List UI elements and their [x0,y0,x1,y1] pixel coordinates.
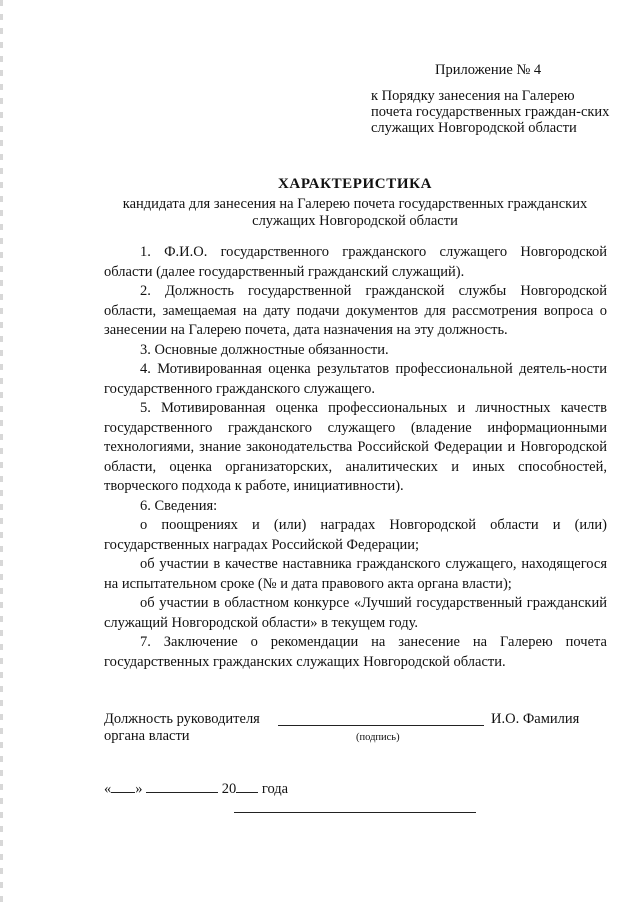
month-blank [146,780,218,793]
item-1: 1. Ф.И.О. государственного гражданского служащего Новгородской области (далее государственный гражданский служащий). [104,244,607,280]
document-title: ХАРАКТЕРИСТИКА [277,176,433,192]
date-close-quote: » [135,781,143,797]
scan-edge-mark [0,0,3,905]
item-2: 2. Должность государственной гражданской службы Новгородской области, замещаемая на дату подачи документов для рассмотрения вопроса о занесении на Галерею почета, дата назначения на эту должность. [104,283,607,338]
signature-hint: (подпись) [356,732,400,743]
item-6-mentoring: об участии в качестве наставника гражданского служащего, находящегося на испытательном сроке (№ и дата правового акта органа власти); [104,556,607,592]
date-line [104,780,288,798]
bottom-rule [234,812,476,813]
item-6-awards: о поощрениях и (или) наградах Новгородской области и (или) государственных наградах Российской Федерации; [104,517,607,553]
item-7: 7. Заключение о рекомендации на занесение на Галерею почета государственных гражданских служащих Новгородской области. [104,634,607,670]
appendix-block [371,62,611,136]
date-open-quote: « [104,781,112,797]
document-body [104,243,607,672]
year-prefix: 20 [221,781,237,797]
name-label: И.О. Фамилия [491,711,580,727]
appendix-reference: к Порядку занесения на Галерею почета государственных граждан-ских служащих Новгородской области [371,88,610,136]
signature-line [278,725,484,726]
year-blank [236,780,258,793]
item-6-contest: об участии в областном конкурсе «Лучший государственный гражданский служащий Новгородской области» в текущем году. [104,595,607,631]
signature-block [104,711,607,744]
document-subtitle: кандидата для занесения на Галерею почета государственных гражданских служащих Новгородской области [122,196,588,229]
day-blank [111,780,135,793]
position-label: Должность руководителя [104,711,260,727]
position-label-continued: органа власти [104,728,190,744]
year-word: года [261,781,289,797]
item-6: 6. Сведения: [140,497,218,514]
item-5: 5. Мотивированная оценка профессиональных и личностных качеств государственного гражданского служащего (владение информационными технологиями, знание законодательства Российской Федерации и Новгородской области, оценка организаторских, аналитических и иных способностей, творческого подхода к работе, инициативности). [104,400,607,494]
appendix-number: Приложение № 4 [435,62,542,78]
item-4: 4. Мотивированная оценка результатов профессиональной деятель-ности государственного гражданского служащего. [104,361,607,397]
item-3: 3. Основные должностные обязанности. [140,341,389,358]
